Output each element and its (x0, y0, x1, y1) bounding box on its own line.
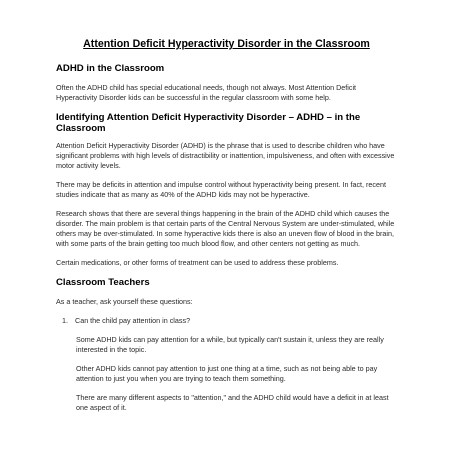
list-number: 1. (62, 316, 68, 325)
page-title: Attention Deficit Hyperactivity Disorder in the Classroom (83, 38, 370, 50)
answer-paragraph: Some ADHD kids can pay attention for a while, but typically can't sustain it, unless they are really interested in the topic. (76, 335, 384, 354)
answer-paragraph: There are many different aspects to "attention," and the ADHD child would have a deficit in at least one aspect of it. (76, 393, 389, 412)
paragraph-research: Research shows that there are several things happening in the brain of the ADHD child which causes the disorder. The main problem is that certain parts of the Central Nervous System are under-stimulated, while others may be over-stimulated. In some hyperactive kids there is also an uneven flow of blood in the brain, with some parts of the brain getting too much blood flow, and other centers not getting as much. (56, 209, 395, 248)
question-list (56, 316, 397, 326)
section-heading-adhd-classroom: ADHD in the Classroom (56, 63, 165, 74)
paragraph-medications: Certain medications, or other forms of treatment can be used to address these problems. (56, 258, 339, 267)
section-heading-identifying-adhd: Identifying Attention Deficit Hyperactivity Disorder – ADHD – in the Classroom (56, 112, 361, 134)
answer-paragraph: Other ADHD kids cannot pay attention to just one thing at a time, such as not being able to pay attention to just you when you are trying to teach them something. (76, 364, 378, 383)
section-heading-classroom-teachers: Classroom Teachers (56, 277, 150, 288)
paragraph-deficits: There may be deficits in attention and impulse control without hyperactivity being present. In fact, recent studies indicate that as many as 40% of the ADHD kids may not be hyperactive. (56, 180, 387, 199)
question-answers (76, 335, 397, 413)
paragraph-definition: Attention Deficit Hyperactivity Disorder (ADHD) is the phrase that is used to describe children who have significant problems with high levels of distractibility or inattention, impulsiveness, and often with excessive motor activity levels. (56, 141, 395, 170)
intro-paragraph: Often the ADHD child has special educational needs, though not always. Most Attention Deficit Hyperactivity Disorder kids can be successful in the regular classroom with some help. (56, 83, 357, 102)
question-text: Can the child pay attention in class? (75, 316, 191, 325)
teacher-intro: As a teacher, ask yourself these questions: (56, 297, 193, 306)
list-item (62, 316, 397, 326)
